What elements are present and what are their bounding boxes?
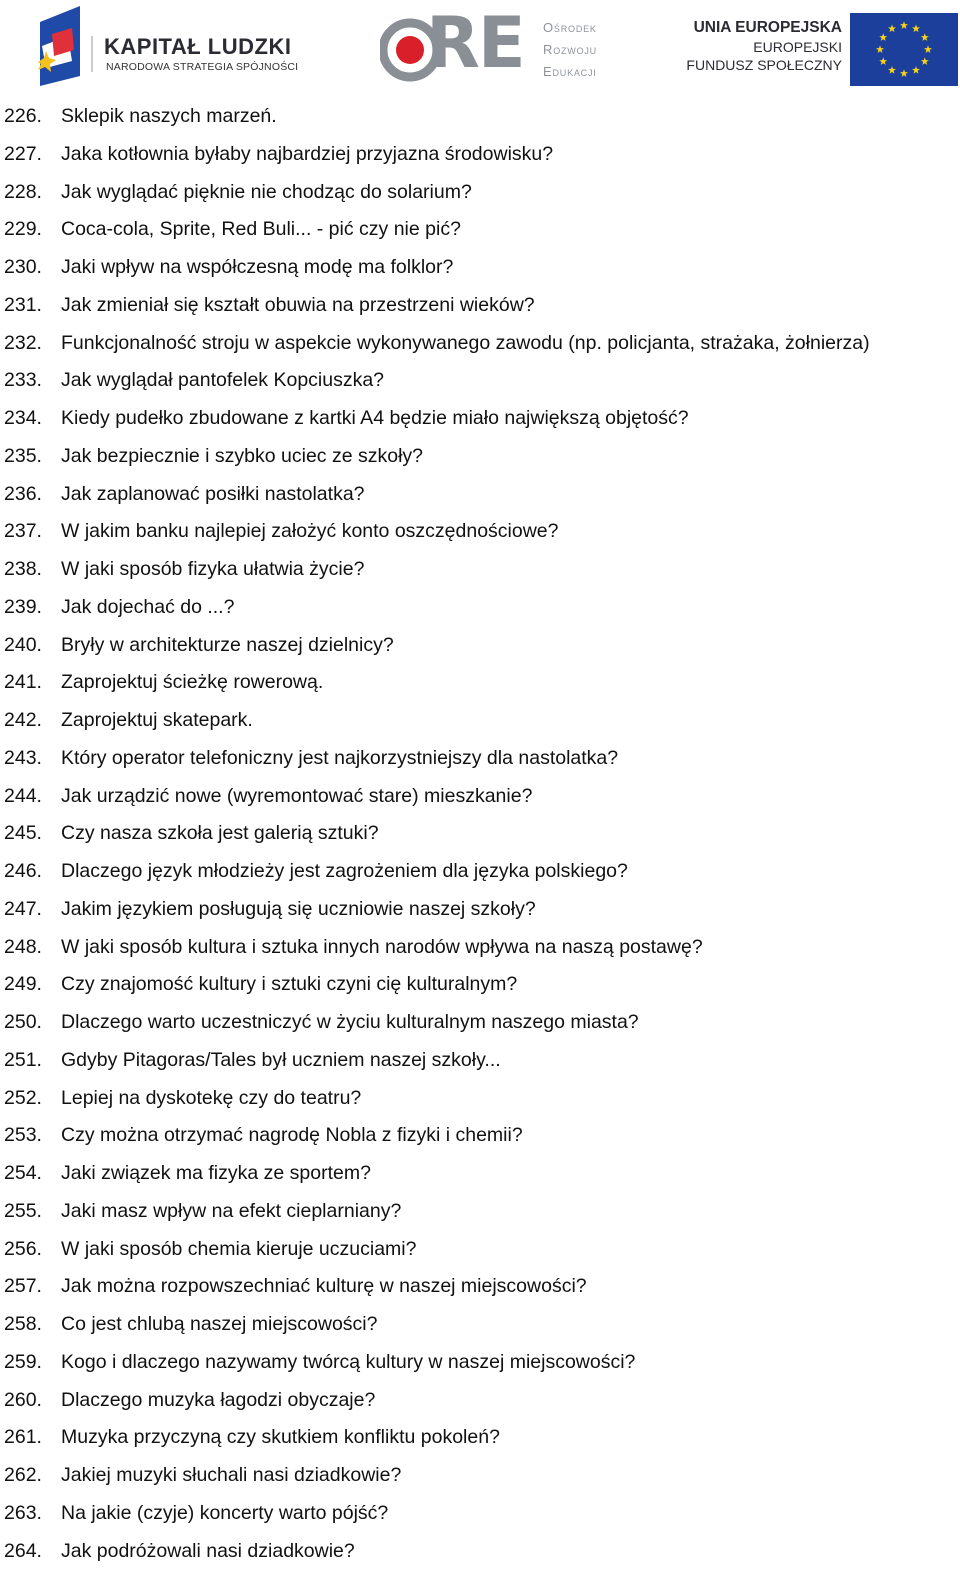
item-number: 241. xyxy=(4,671,42,694)
list-item xyxy=(0,740,960,778)
item-text: Kogo i dlaczego nazywamy twórcą kultury w naszej miejscowości? xyxy=(61,1350,636,1373)
ore-line-rozwoju: Rozwoju xyxy=(543,42,597,57)
item-number: 242. xyxy=(4,709,42,731)
item-text: Jak można rozpowszechniać kulturę w naszej miejscowości? xyxy=(61,1275,587,1298)
item-number: 231. xyxy=(4,293,42,316)
item-number: 253. xyxy=(4,1124,42,1147)
item-text: Na jakie (czyje) koncerty warto pójść? xyxy=(61,1501,389,1524)
item-text: Jaka kotłownia byłaby najbardziej przyjazna środowisku? xyxy=(61,142,554,165)
topic-list xyxy=(0,98,960,1570)
ore-red-dot xyxy=(396,36,424,64)
list-item xyxy=(0,627,960,665)
item-number: 260. xyxy=(4,1388,42,1411)
item-text: Jaki związek ma fizyka ze sportem? xyxy=(61,1162,371,1184)
item-text: Zaprojektuj skatepark. xyxy=(61,709,253,731)
item-text: Który operator telefoniczny jest najkorzystniejszy dla nastolatka? xyxy=(61,746,619,769)
list-item xyxy=(0,249,960,287)
item-number: 264. xyxy=(4,1539,42,1562)
page-header xyxy=(0,0,960,96)
item-text: Jak wyglądał pantofelek Kopciuszka? xyxy=(61,369,385,392)
item-number: 248. xyxy=(4,935,42,958)
item-text: Gdyby Pitagoras/Tales był uczniem naszej szkoły... xyxy=(61,1048,501,1071)
item-number: 240. xyxy=(4,633,42,656)
item-number: 227. xyxy=(4,142,42,165)
list-item xyxy=(0,174,960,212)
list-item xyxy=(0,664,960,702)
item-text: Sklepik naszych marzeń. xyxy=(61,105,277,127)
item-number: 239. xyxy=(4,595,42,618)
ore-line-osrodek: Ośrodek xyxy=(543,20,597,35)
list-item xyxy=(0,438,960,476)
list-item xyxy=(0,1080,960,1118)
item-number: 256. xyxy=(4,1237,42,1260)
item-text: Jak dojechać do ...? xyxy=(61,595,235,618)
item-number: 245. xyxy=(4,822,42,845)
list-item xyxy=(0,1419,960,1457)
list-item xyxy=(0,1268,960,1306)
list-item xyxy=(0,702,960,740)
item-number: 235. xyxy=(4,444,42,467)
item-number: 234. xyxy=(4,407,42,429)
item-number: 261. xyxy=(4,1426,42,1449)
list-item xyxy=(0,1155,960,1193)
list-item xyxy=(0,362,960,400)
list-item xyxy=(0,211,960,249)
item-number: 236. xyxy=(4,482,42,505)
item-text: Jak zaplanować posiłki nastolatka? xyxy=(61,482,365,505)
item-text: Jak bezpiecznie i szybko uciec ze szkoły? xyxy=(61,444,423,467)
item-number: 262. xyxy=(4,1464,42,1486)
item-text: Jak urządzić nowe (wyremontować stare) mieszkanie? xyxy=(61,784,533,807)
item-number: 246. xyxy=(4,860,42,882)
list-item xyxy=(0,891,960,929)
list-item xyxy=(0,815,960,853)
list-item xyxy=(0,1193,960,1231)
item-number: 259. xyxy=(4,1350,42,1373)
list-item xyxy=(0,1344,960,1382)
item-number: 251. xyxy=(4,1048,42,1071)
list-item xyxy=(0,325,960,363)
list-item xyxy=(0,551,960,589)
item-number: 244. xyxy=(4,784,42,807)
item-text: Funkcjonalność stroju w aspekcie wykonywanego zawodu (np. policjanta, strażaka, żołnierza) xyxy=(61,331,870,354)
item-text: W jaki sposób fizyka ułatwia życie? xyxy=(61,558,365,580)
kapital-ludzki-title: KAPITAŁ LUDZKI xyxy=(104,34,292,59)
item-number: 243. xyxy=(4,746,42,769)
item-text: Dlaczego warto uczestniczyć w życiu kulturalnym naszego miasta? xyxy=(61,1011,639,1033)
item-number: 258. xyxy=(4,1313,42,1335)
item-text: Bryły w architekturze naszej dzielnicy? xyxy=(61,633,394,656)
ore-line-edukacji: Edukacji xyxy=(543,64,597,79)
list-item xyxy=(0,1004,960,1042)
list-item xyxy=(0,1306,960,1344)
list-item xyxy=(0,589,960,627)
list-item xyxy=(0,929,960,967)
list-item xyxy=(0,1457,960,1495)
item-text: W jaki sposób kultura i sztuka innych narodów wpływa na naszą postawę? xyxy=(61,935,703,958)
item-number: 226. xyxy=(4,105,42,127)
item-number: 238. xyxy=(4,558,42,580)
eu-flag-icon xyxy=(850,13,958,86)
list-item xyxy=(0,476,960,514)
item-text: Jaki wpływ na współczesną modę ma folklor? xyxy=(61,256,454,278)
item-number: 257. xyxy=(4,1275,42,1298)
item-number: 247. xyxy=(4,897,42,920)
list-item xyxy=(0,1117,960,1155)
list-item xyxy=(0,98,960,136)
list-item xyxy=(0,778,960,816)
item-text: Lepiej na dyskotekę czy do teatru? xyxy=(61,1086,362,1109)
item-text: Muzyka przyczyną czy skutkiem konfliktu pokoleń? xyxy=(61,1426,500,1449)
item-text: Jaki masz wpływ na efekt cieplarniany? xyxy=(61,1199,402,1222)
item-text: Dlaczego muzyka łagodzi obyczaje? xyxy=(61,1388,376,1411)
kapital-ludzki-subtitle: NARODOWA STRATEGIA SPÓJNOŚCI xyxy=(106,61,299,73)
item-text: Czy nasza szkoła jest galerią sztuki? xyxy=(61,822,379,845)
list-item xyxy=(0,1382,960,1420)
item-number: 249. xyxy=(4,973,42,996)
item-text: W jakim banku najlepiej założyć konto oszczędnościowe? xyxy=(61,520,559,543)
ore-wordmark: RE xyxy=(426,2,524,84)
item-text: Jakim językiem posługują się uczniowie naszej szkoły? xyxy=(61,897,536,920)
item-text: Jak podróżowali nasi dziadkowie? xyxy=(61,1539,355,1562)
item-number: 229. xyxy=(4,218,42,241)
item-text: Dlaczego język młodzieży jest zagrożeniem dla języka polskiego? xyxy=(61,860,628,882)
item-text: Czy znajomość kultury i sztuki czyni cię kulturalnym? xyxy=(61,973,518,996)
item-text: W jaki sposób chemia kieruje uczuciami? xyxy=(61,1237,417,1260)
list-item xyxy=(0,513,960,551)
list-item xyxy=(0,400,960,438)
list-item xyxy=(0,136,960,174)
item-text: Co jest chlubą naszej miejscowości? xyxy=(61,1313,378,1335)
item-number: 228. xyxy=(4,180,42,203)
ue-line-fundusz: FUNDUSZ SPOŁECZNY xyxy=(686,57,842,73)
item-number: 250. xyxy=(4,1011,42,1033)
item-text: Zaprojektuj ścieżkę rowerową. xyxy=(61,671,324,694)
item-text: Kiedy pudełko zbudowane z kartki A4 będzie miało największą objętość? xyxy=(61,407,689,429)
item-text: Jak wyglądać pięknie nie chodząc do solarium? xyxy=(61,180,472,203)
item-number: 252. xyxy=(4,1086,42,1109)
list-item xyxy=(0,1533,960,1570)
list-item xyxy=(0,966,960,1004)
list-item xyxy=(0,1495,960,1533)
item-number: 263. xyxy=(4,1501,42,1524)
list-item xyxy=(0,1042,960,1080)
list-item xyxy=(0,853,960,891)
item-number: 255. xyxy=(4,1199,42,1222)
item-number: 237. xyxy=(4,520,42,543)
item-text: Coca-cola, Sprite, Red Buli... - pić czy nie pić? xyxy=(61,218,461,241)
list-item xyxy=(0,1231,960,1269)
list-item xyxy=(0,287,960,325)
item-number: 232. xyxy=(4,331,42,354)
item-text: Czy można otrzymać nagrodę Nobla z fizyki i chemii? xyxy=(61,1124,523,1147)
item-number: 230. xyxy=(4,256,42,278)
ue-line-europejski: EUROPEJSKI xyxy=(753,39,842,55)
item-text: Jak zmieniał się kształt obuwia na przestrzeni wieków? xyxy=(61,293,535,316)
item-text: Jakiej muzyki słuchali nasi dziadkowie? xyxy=(61,1464,402,1486)
item-number: 254. xyxy=(4,1162,42,1184)
ue-title: UNIA EUROPEJSKA xyxy=(693,19,842,36)
item-number: 233. xyxy=(4,369,42,392)
